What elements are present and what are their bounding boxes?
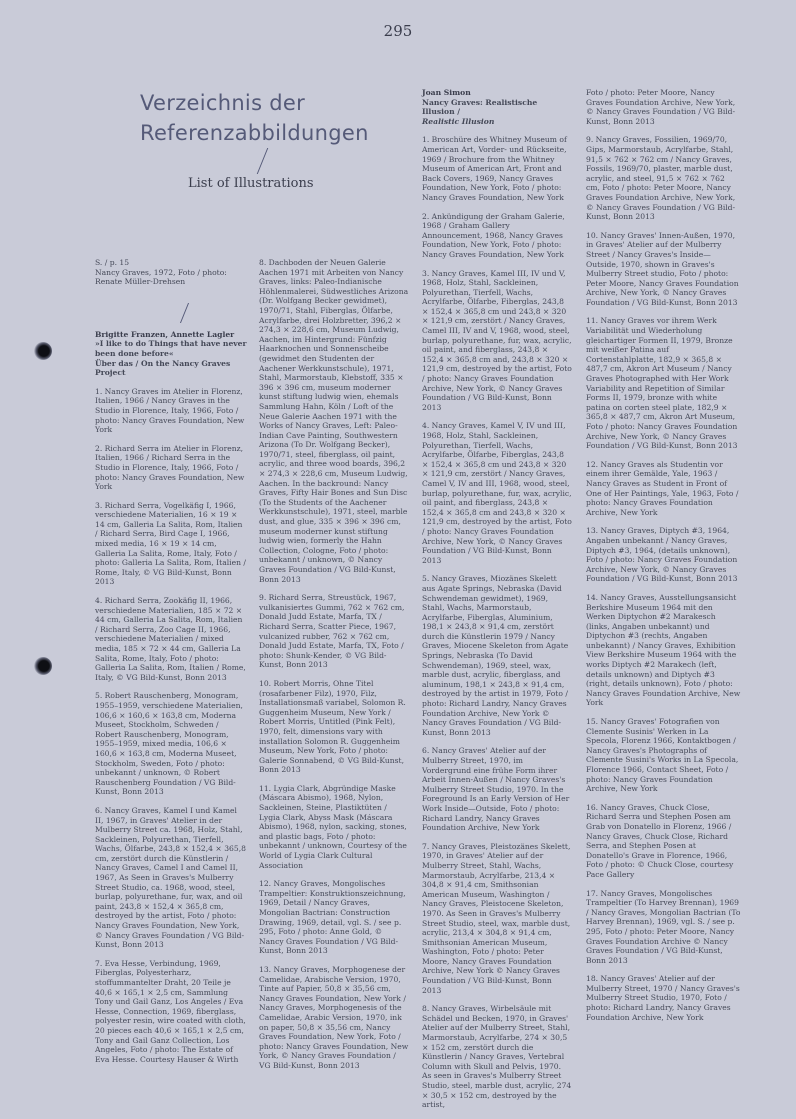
section-title: Nancy Graves: Realistische Illusion / [422, 97, 538, 117]
list-item: 17. Nancy Graves, Mongolisches Trampeltier (To Harvey Brennan), 1969 / Nancy Graves, Mongolian Bactrian (To Harvey Brennan), 1969, vgl. S. / see p. 295, Foto / photo: Peter Moore, Nancy Graves Foundation Archive © Nancy Graves Foundation / VG Bild-Kunst, Bonn 2013 [586, 888, 741, 965]
section-header [422, 88, 572, 126]
list-item: 11. Lygia Clark, Abgründige Maske (Máscara Abismo), 1968, Nylon, Sackleinen, Steine, Plastiktüten / Lygia Clark, Abyss Mask (Máscara Abismo), 1968, nylon, sacking, stones, and plastic bags, Foto / photo: unbekannt / unknown, Courtesy of the World of Lygia Clark Cultural Association [259, 783, 407, 870]
section-subtitle: Über das / On the Nancy Graves Project [95, 358, 231, 378]
binder-hole-icon [34, 657, 52, 675]
list-item: 1. Broschüre des Whitney Museum of American Art, Vorder- und Rückseite, 1969 / Brochure from the Whitney Museum of American Art, Front and Back Covers, 1969, Nancy Graves Foundation, New York, Foto / photo: Nancy Graves Foundation, New York [422, 135, 567, 202]
page-number: 295 [383, 22, 413, 40]
list-item: 9. Nancy Graves, Fossilien, 1969/70, Gips, Marmorstaub, Acrylfarbe, Stahl, 91,5 × 762 × 762 cm / Nancy Graves, Fossils, 1969/70, plaster, marble dust, acrylic, and steel, 91,5 × 762 × 762 cm, Foto / photo: Peter Moore, Nancy Graves Foundation Archive, New York, © Nancy Graves Foundation / VG Bild-Kunst, Bonn 2013 [586, 135, 736, 222]
slash-divider [243, 148, 269, 174]
page-reference-block [95, 258, 247, 287]
section-author: Joan Simon [422, 88, 471, 97]
section-title-en: Realistic Illusion [422, 116, 495, 126]
list-item: 9. Richard Serra, Streustück, 1967, vulkanisiertes Gummi, 762 × 762 cm, Donald Judd Estate, Marfa, TX / Richard Serra, Scatter Piece, 1967, vulcanized rubber, 762 × 762 cm, Donald Judd Estate, Marfa, TX, Foto / photo: Shunk-Kender, © VG Bild-Kunst, Bonn 2013 [259, 593, 405, 670]
heading-line-1: Verzeichnis der [140, 91, 306, 115]
list-item: 7. Eva Hesse, Verbindung, 1969, Fiberglas, Polyesterharz, stoffummantelter Draht, 20 Teile je 40,6 × 165,1 × 2,5 cm, Sammlung Tony und Gail Ganz, Los Angeles / Eva Hesse, Connection, 1969, fiberglass, polyester resin, wire coated with cloth, 20 pieces each 40,6 × 165,1 × 2,5 cm, Tony and Gail Ganz Collection, Los Angeles, Foto / photo: The Estate of Eva Hesse. Courtesy Hauser & Wirth [95, 958, 246, 1064]
column-4 [586, 88, 741, 1031]
list-item: 3. Richard Serra, Vogelkäfig I, 1966, verschiedene Materialien, 16 × 19 × 14 cm, Galleria La Salita, Rom, Italien / Richard Serra, Bird Cage I, 1966, mixed media, 16 × 19 × 14 cm, Galleria La Salita, Rome, Italy, Foto / photo: Galleria La Salita, Rom, Italien / Rome, Italy, © VG Bild-Kunst, Bonn 2013 [95, 500, 246, 587]
column-3 [422, 88, 572, 1119]
list-item: 16. Nancy Graves, Chuck Close, Richard Serra und Stephen Posen am Grab von Donatello in Florenz, 1966 / Nancy Graves, Chuck Close, Richard Serra, and Stephen Posen at Donatello's Grave in Florence, 1966, Foto / photo: © Chuck Close, courtesy Pace Gallery [586, 802, 734, 879]
list-item: 18. Nancy Graves' Atelier auf der Mulberry Street, 1970 / Nancy Graves's Mulberry Street Studio, 1970, Foto / photo: Richard Landry, Nancy Graves Foundation Archive, New York [586, 974, 740, 1022]
section-header [95, 330, 247, 378]
list-item: 4. Richard Serra, Zookäfig II, 1966, verschiedene Materialien, 185 × 72 × 44 cm, Galleria La Salita, Rom, Italien / Richard Serra, Zoo Cage II, 1966, verschiedene Materialien / mixed media, 185 × 72 × 44 cm, Galleria La Salita, Rome, Italy, Foto / photo: Galleria La Salita, Rom, Italien / Rome, Italy, © VG Bild-Kunst, Bonn 2013 [95, 596, 246, 682]
list-item: 10. Robert Morris, Ohne Titel (rosafarbener Filz), 1970, Filz, Installationsmaß variabel, Solomon R. Guggenheim Museum, New York / Robert Morris, Untitled (Pink Felt), 1970, felt, dimensions vary with installation Solomon R. Guggenheim Museum, New York, Foto / photo: Galerie Sonnabend, © VG Bild-Kunst, Bonn 2013 [259, 678, 406, 775]
list-item: 3. Nancy Graves, Kamel III, IV und V, 1968, Holz, Stahl, Sackleinen, Polyurethan, Tierfell, Wachs, Acrylfarbe, Ölfarbe, Fiberglas, 243,8 × 152,4 × 365,8 cm und 243,8 × 320 × 121,9 cm, zerstört / Nancy Graves, Camel III, IV and V, 1968, wood, steel, burlap, polyurethane, fur, wax, acrylic, oil paint, and fiberglass, 243,8 × 152,4 × 365,8 cm and, 243,8 × 320 × 121,9 cm, destroyed by the artist, Foto / photo: Nancy Graves Foundation Archive, New York, © Nancy Graves Foundation / VG Bild-Kunst, Bonn 2013 [422, 268, 572, 412]
list-item: 2. Richard Serra im Atelier in Florenz, Italien, 1966 / Richard Serra in the Studio in Florence, Italy, 1966, Foto / photo: Nancy Graves Foundation, New York [95, 443, 245, 492]
list-item: 4. Nancy Graves, Kamel V, IV und III, 1968, Holz, Stahl, Sackleinen, Polyurethan, Tierfell, Wachs, Acrylfarbe, Ölfarbe, Fiberglas, 243,8 × 152,4 × 365,8 cm und 243,8 × 320 × 121,9 cm, zerstört / Nancy Graves, Camel V, IV and III, 1968, wood, steel, burlap, polyurethane, fur, wax, acrylic, oil paint, and fiberglass, 243,8 × 152,4 × 365,8 cm and 243,8 × 320 × 121,9 cm, destroyed by the artist, Foto / photo: Nancy Graves Foundation Archive, New York, © Nancy Graves Foundation / VG Bild-Kunst, Bonn 2013 [422, 421, 572, 565]
list-item: 11. Nancy Graves vor ihrem Werk Variabilität und Wiederholung gleichartiger Formen II, 1979, Bronze mit weißer Patina auf Cortenstahlplatte, 182,9 × 365,8 × 487,7 cm, Akron Art Museum / Nancy Graves Photographed with Her Work Variability and Repetition of Similar Forms II, 1979, bronze with white patina on corten steel plate, 182,9 × 365,8 × 487,7 cm, Akron Art Museum, Foto / photo: Nancy Graves Foundation Archive, New York, © Nancy Graves Foundation / VG Bild-Kunst, Bonn 2013 [586, 316, 738, 451]
column-2 [259, 258, 409, 1080]
list-item: 13. Nancy Graves, Diptych #3, 1964, Angaben unbekannt / Nancy Graves, Diptych #3, 1964, (details unknown), Foto / photo: Nancy Graves Foundation Archive, New York, © Nancy Graves Foundation / VG Bild-Kunst, Bonn 2013 [586, 526, 738, 584]
column-1 [95, 258, 247, 1073]
list-item: 13. Nancy Graves, Morphogenese der Camelidae, Arabische Version, 1970, Tinte auf Papier, 50,8 × 35,56 cm, Nancy Graves Foundation, New York / Nancy Graves, Morphogenesis of the Camelidae, Arabic Version, 1970, ink on paper, 50,8 × 35,56 cm, Nancy Graves Foundation, New York, Foto / photo: Nancy Graves Foundation, New York, © Nancy Graves Foundation / VG Bild-Kunst, Bonn 2013 [259, 964, 409, 1070]
page-heading [140, 88, 380, 148]
list-item: 6. Nancy Graves, Kamel I und Kamel II, 1967, in Graves' Atelier in der Mulberry Street ca. 1968, Holz, Stahl, Sackleinen, Polyurethan, Tierfell, Wachs, Ölfarbe, 243,8 × 152,4 × 365,8 cm, zerstört durch die Künstlerin / Nancy Graves, Camel I and Camel II, 1967, As Seen in Graves's Mulberry Street Studio, ca. 1968, wood, steel, burlap, polyurethane, fur, wax, and oil paint, 243,8 × 152,4 × 365,8 cm, destroyed by the artist, Foto / photo: Nancy Graves Foundation, New York, © Nancy Graves Foundation / VG Bild-Kunst, Bonn 2013 [95, 805, 246, 950]
heading-line-2: Referenzabbildungen [140, 121, 369, 145]
page-ref: S. / p. 15 [95, 258, 130, 267]
list-item: 2. Ankündigung der Graham Galerie, 1968 / Graham Gallery Announcement, 1968, Nancy Graves Foundation, New York, Foto / photo: Nancy Graves Foundation, New York [422, 211, 565, 259]
list-item: 7. Nancy Graves, Pleistozänes Skelett, 1970, in Graves' Atelier auf der Mulberry Street, Stahl, Wachs, Marmorstaub, Acrylfarbe, 213,4 × 304,8 × 91,4 cm, Smithsonian American Museum, Washington / Nancy Graves, Pleistocene Skeleton, 1970. As Seen in Graves's Mulberry Street Studio, steel, wax, marble dust, acrylic, 213,4 × 304,8 × 91,4 cm, Smithsonian American Museum, Washington, Foto / photo: Peter Moore, Nancy Graves Foundation Archive, New York © Nancy Graves Foundation / VG Bild-Kunst, Bonn 2013 [422, 841, 571, 995]
list-item: 10. Nancy Graves' Innen-Außen, 1970, in Graves' Atelier auf der Mulberry Street / Nancy Graves's Inside—Outside, 1970, shown in Graves's Mulberry Street studio, Foto / photo: Peter Moore, Nancy Graves Foundation Archive, New York, © Nancy Graves Foundation / VG Bild-Kunst, Bonn 2013 [586, 230, 739, 307]
list-item: 12. Nancy Graves als Studentin vor einem ihrer Gemälde, Yale, 1963 / Nancy Graves as Student in Front of One of Her Paintings, Yale, 1963, Foto / photo: Nancy Graves Foundation Archive, New York [586, 459, 739, 517]
section-title: »I like to do Things that have never been done before« [95, 339, 247, 358]
page-subtitle: List of Illustrations [188, 176, 314, 191]
list-item: 1. Nancy Graves im Atelier in Florenz, Italien, 1966 / Nancy Graves in the Studio in Florence, Italy, 1966, Foto / photo: Nancy Graves Foundation, New York [95, 386, 245, 435]
list-item: 12. Nancy Graves, Mongolisches Trampeltier: Konstruktionszeichnung, 1969, Detail / Nancy Graves, Mongolian Bactrian: Construction Drawing, 1969, detail, vgl. S. / see p. 295, Foto / photo: Anne Gold, © Nancy Graves Foundation / VG Bild-Kunst, Bonn 2013 [259, 879, 406, 956]
list-item: 5. Robert Rauschenberg, Monogram, 1955–1959, verschiedene Materialien, 106,6 × 160,6 × 163,8 cm, Moderna Museet, Stockholm, Schweden / Robert Rauschenberg, Monogram, 1955–1959, mixed media, 106,6 × 160,6 × 163,8 cm, Moderna Museet, Stockholm, Sweden, Foto / photo: unbekannt / unknown, © Robert Rauschenberg Foundation / VG Bild-Kunst, Bonn 2013 [95, 691, 243, 797]
page-ref-caption: Nancy Graves, 1972, Foto / photo: Renate Müller-Drehsen [95, 267, 227, 287]
list-item: 5. Nancy Graves, Miozänes Skelett aus Agate Springs, Nebraska (David Schwendeman gewidmet), 1969, Stahl, Wachs, Marmorstaub, Acrylfarbe, Fiberglas, Aluminium, 198,1 × 243,8 × 91,4 cm, zerstört durch die Künstlerin 1979 / Nancy Graves, Miocene Skeleton from Agate Springs, Nebraska (To David Schwendeman), 1969, steel, wax, marble dust, acrylic, fiberglass, and aluminum, 198,1 × 243,8 × 91,4 cm, destroyed by the artist in 1979, Foto / photo: Richard Landry, Nancy Graves Foundation Archive, New York © Nancy Graves Foundation / VG Bild-Kunst, Bonn 2013 [422, 574, 569, 737]
list-item: 14. Nancy Graves, Ausstellungsansicht Berkshire Museum 1964 mit den Werken Diptychon #2 Marakesch (links, Angaben unbekannt) und Diptychon #3 (rechts, Angaben unbekannt) / Nancy Graves, Exhibition View Berkshire Museum 1964 with the works Diptych #2 Marakech (left, details unknown) and Diptych #3 (right, details unknown), Foto / photo: Nancy Graves Foundation Archive, New York [586, 592, 741, 708]
list-item: 8. Dachboden der Neuen Galerie Aachen 1971 mit Arbeiten von Nancy Graves, links: Paleo-Indianische Höhlenmalerei, Südwestliches Arizona (Dr. Wolfgang Becker gewidmet), 1970/71, Stahl, Fiberglas, Ölfarbe, Acrylfarbe, drei Holzbretter, 396,2 × 274,3 × 228,6 cm, Museum Ludwig, Aachen, im Hintergrund: Fünfzig Haarknochen und Sonnenscheibe (gewidmet den Studenten der Aachener Werkkunstschule), 1971, Stahl, Marmorstaub, Klebstoff, 335 × 396 × 396 cm, museum moderner kunst stiftung ludwig wien, ehemals Sammlung Hahn, Köln / Loft of the Neue Galerie Aachen 1971 with the Works of Nancy Graves, Left: Paleo-Indian Cave Painting, Southwestern Arizona (To Dr. Wolfgang Becker), 1970/71, steel, fiberglass, oil paint, acrylic, and three wood boards, 396,2 × 274,3 × 228,6 cm, Museum Ludwig, Aachen. In the backround: Nancy Graves, Fifty Hair Bones and Sun Disc (To the Students of the Aachener Werkkunstschule), 1971, steel, marble dust, and glue, 335 × 396 × 396 cm, museum moderner kunst stiftung ludwig wien, formerly the Hahn Collection, Cologne, Foto / photo: unbekannt / unknown, © Nancy Graves Foundation / VG Bild-Kunst, Bonn 2013 [259, 258, 409, 584]
section-authors: Brigitte Franzen, Annette Lagler [95, 329, 235, 339]
list-item: 8. Nancy Graves, Wirbelsäule mit Schädel und Becken, 1970, in Graves' Atelier auf der Mulberry Street, Stahl, Marmorstaub, Acrylfarbe, 274 × 30,5 × 152 cm, zerstört durch die Künstlerin / Nancy Graves, Vertebral Column with Skull and Pelvis, 1970. As seen in Graves's Mulberry Street Studio, steel, marble dust, acrylic, 274 × 30,5 × 152 cm, destroyed by the artist, [422, 1004, 572, 1110]
binder-hole-icon [34, 342, 52, 360]
list-item: Foto / photo: Peter Moore, Nancy Graves Foundation Archive, New York, © Nancy Graves Foundation / VG Bild-Kunst, Bonn 2013 [586, 88, 736, 126]
list-item: 15. Nancy Graves' Fotografien von Clemente Susinis' Werken in La Specola, Florenz 1966, Kontaktbogen / Nancy Graves's Photographs of Clemente Susini's Works in La Specola, Florence 1966, Contact Sheet, Foto / photo: Nancy Graves Foundation Archive, New York [586, 717, 739, 794]
list-item: 6. Nancy Graves' Atelier auf der Mulberry Street, 1970, im Vordergrund eine frühe Form ihrer Arbeit Innen-Außen / Nancy Graves's Mulberry Street Studio, 1970. In the Foreground Is an Early Version of Her Work Inside—Outside, Foto / photo: Richard Landry, Nancy Graves Foundation Archive, New York [422, 746, 570, 833]
